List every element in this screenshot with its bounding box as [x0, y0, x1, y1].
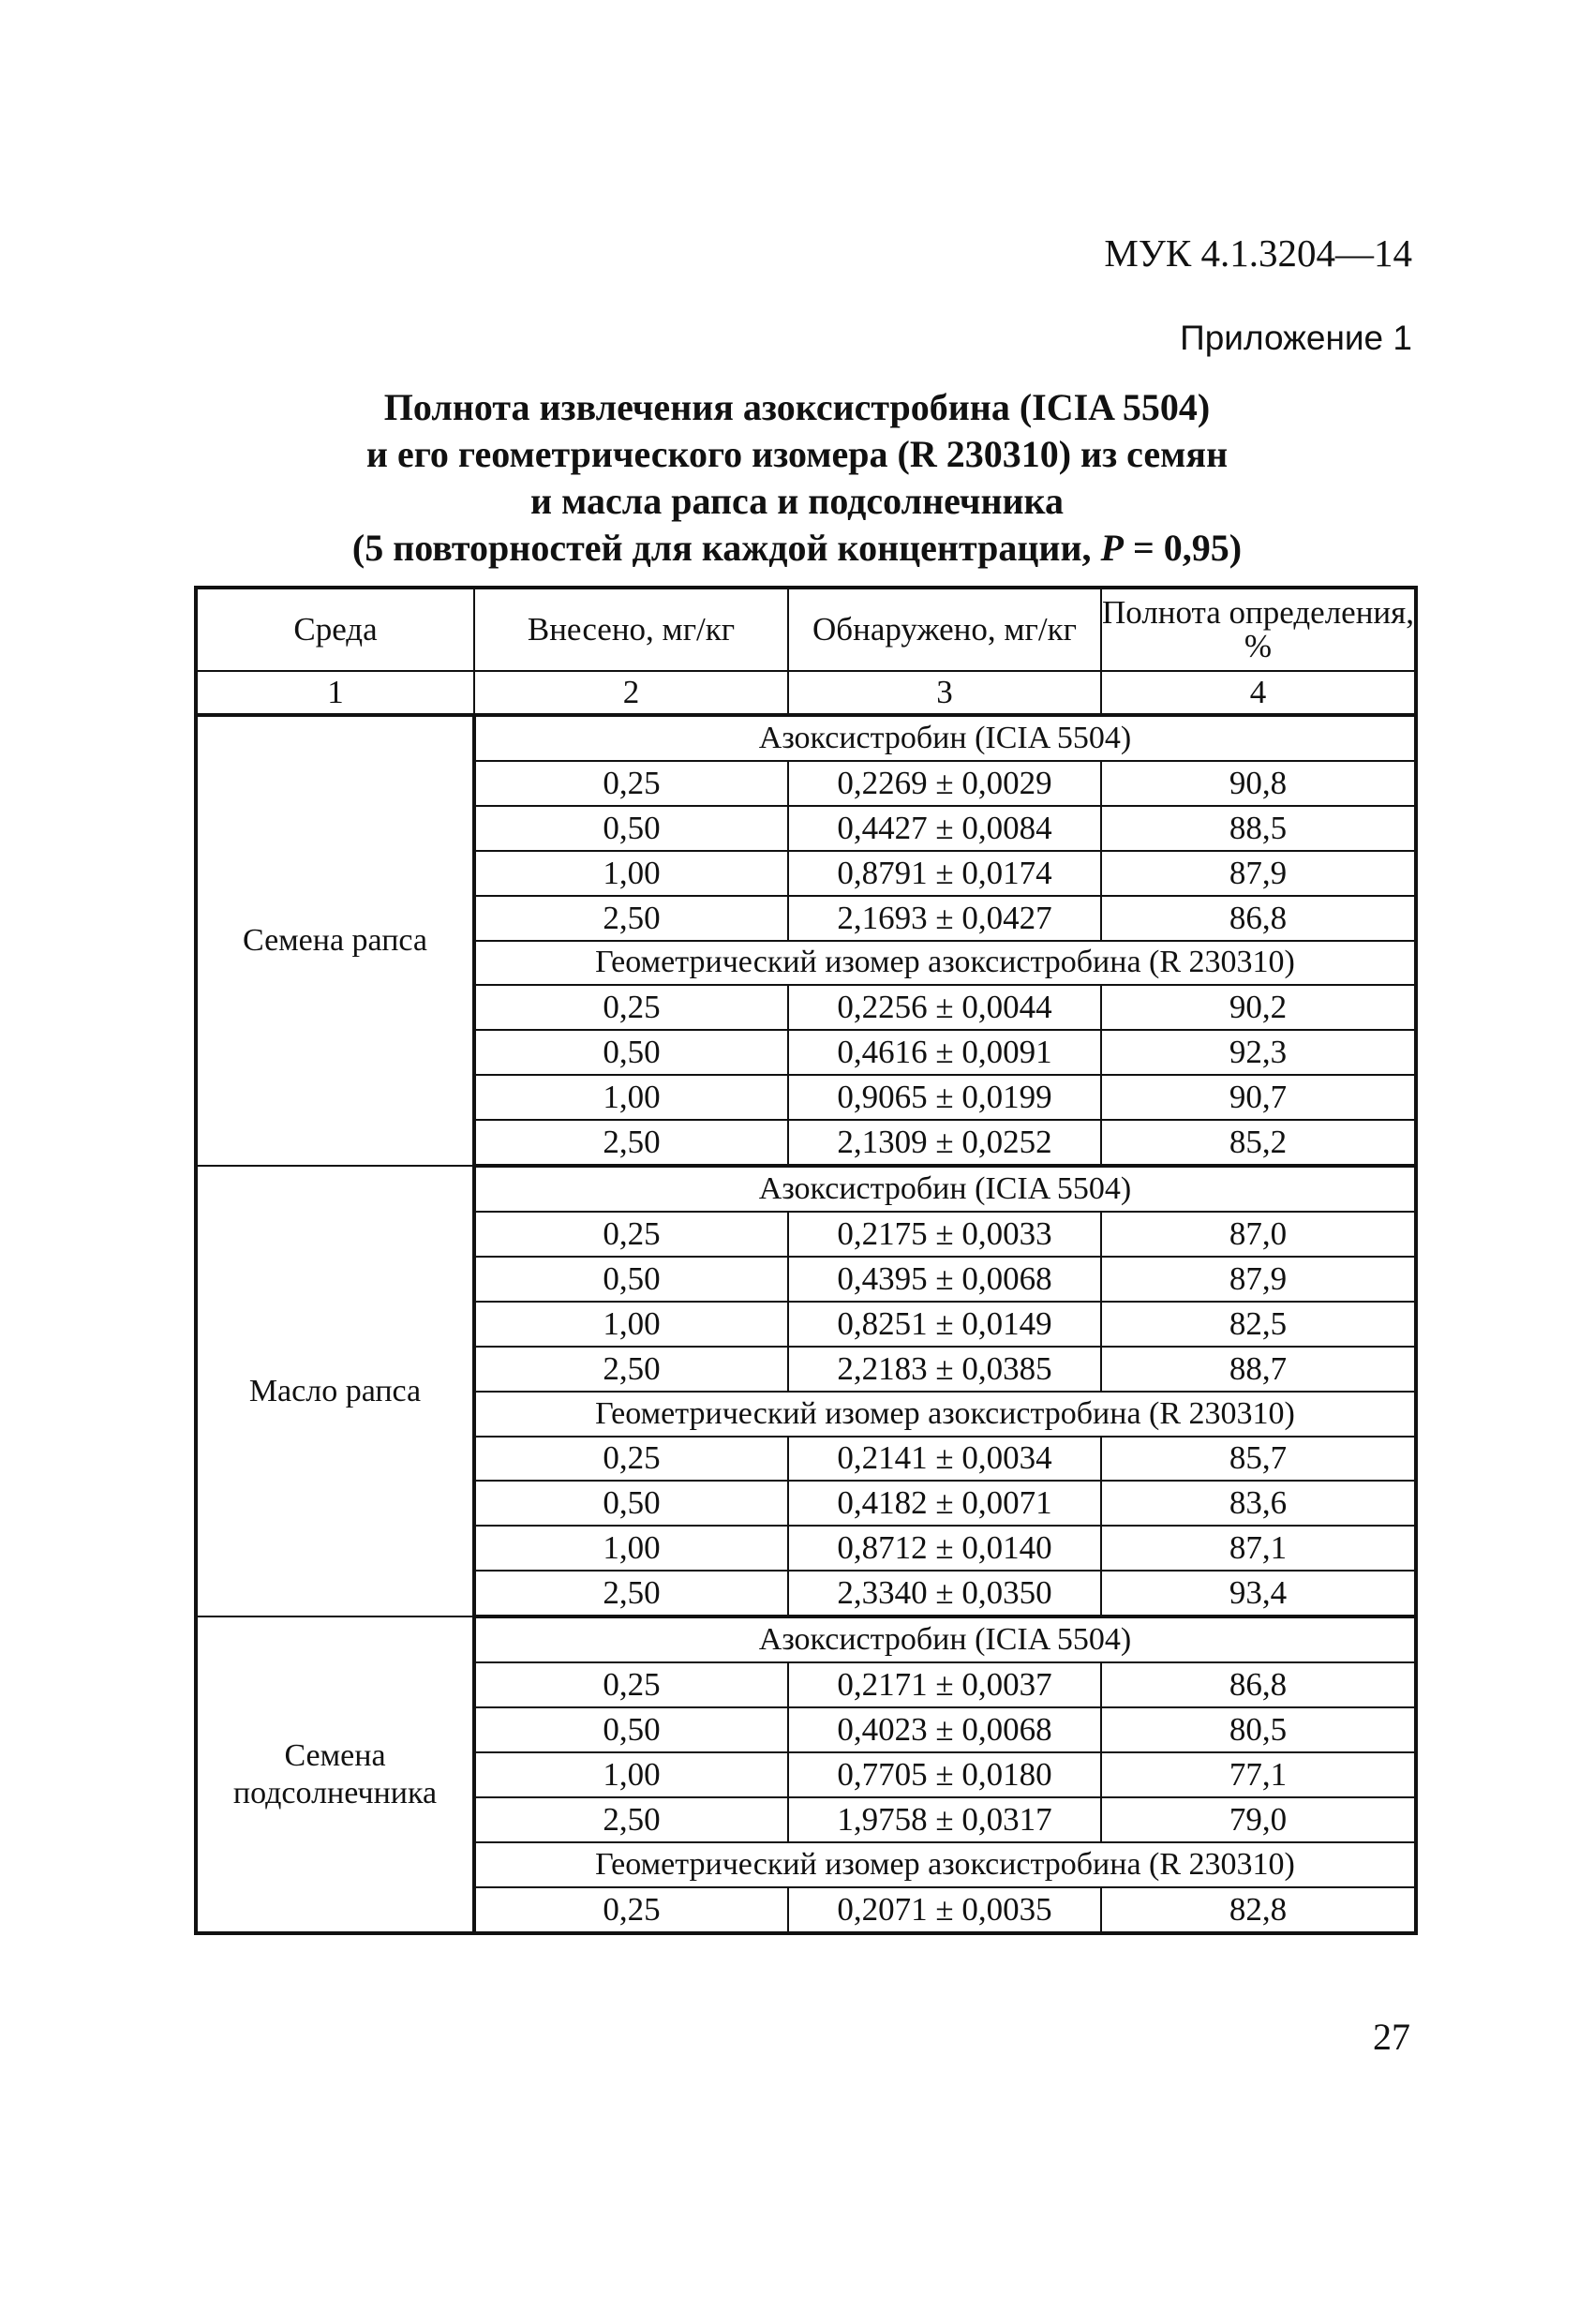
title-p-symbol: P [1100, 527, 1124, 569]
recovery-value: 79,0 [1101, 1797, 1416, 1842]
substance-name: Геометрический изомер азоксистробина (R 230310) [474, 1842, 1416, 1887]
substance-row [196, 1166, 1416, 1212]
substance-name: Азоксистробин (ICIA 5504) [474, 715, 1416, 761]
found-value: 0,9065 ± 0,0199 [788, 1075, 1101, 1120]
recovery-value: 86,8 [1101, 896, 1416, 941]
recovery-value: 93,4 [1101, 1571, 1416, 1616]
added-value: 2,50 [474, 1120, 788, 1166]
found-value: 1,9758 ± 0,0317 [788, 1797, 1101, 1842]
recovery-table [194, 586, 1418, 1935]
table-title [187, 384, 1407, 572]
added-value: 1,00 [474, 1075, 788, 1120]
recovery-value: 88,7 [1101, 1347, 1416, 1392]
substance-name: Геометрический изомер азоксистробина (R 230310) [474, 941, 1416, 986]
added-value: 0,25 [474, 985, 788, 1030]
found-value: 0,8791 ± 0,0174 [788, 851, 1101, 896]
recovery-value: 87,1 [1101, 1526, 1416, 1571]
added-value: 0,50 [474, 806, 788, 851]
recovery-value: 87,9 [1101, 1257, 1416, 1302]
title-line-1: Полнота извлечения азоксистробина (ICIA 5504) [383, 386, 1211, 428]
recovery-value: 85,7 [1101, 1437, 1416, 1482]
added-value: 0,25 [474, 761, 788, 806]
medium-cell: Масло рапса [196, 1166, 474, 1616]
substance-row [196, 1616, 1416, 1662]
column-number: 2 [474, 671, 788, 715]
appendix-label: Приложение 1 [1180, 319, 1412, 357]
added-value: 2,50 [474, 896, 788, 941]
added-value: 0,25 [474, 1437, 788, 1482]
found-value: 2,3340 ± 0,0350 [788, 1571, 1101, 1616]
found-value: 0,2141 ± 0,0034 [788, 1437, 1101, 1482]
column-number-row [196, 671, 1416, 715]
recovery-value: 85,2 [1101, 1120, 1416, 1166]
added-value: 0,25 [474, 1212, 788, 1257]
added-value: 2,50 [474, 1797, 788, 1842]
found-value: 0,4616 ± 0,0091 [788, 1030, 1101, 1075]
medium-cell: Семена рапса [196, 715, 474, 1166]
header-added: Внесено, мг/кг [474, 588, 788, 671]
header-medium: Среда [196, 588, 474, 671]
found-value: 0,8712 ± 0,0140 [788, 1526, 1101, 1571]
found-value: 0,2171 ± 0,0037 [788, 1662, 1101, 1707]
found-value: 0,4023 ± 0,0068 [788, 1707, 1101, 1752]
found-value: 2,2183 ± 0,0385 [788, 1347, 1101, 1392]
page-number: 27 [1373, 2016, 1410, 2058]
added-value: 1,00 [474, 1302, 788, 1347]
substance-name: Азоксистробин (ICIA 5504) [474, 1616, 1416, 1662]
found-value: 0,4395 ± 0,0068 [788, 1257, 1101, 1302]
column-number: 1 [196, 671, 474, 715]
added-value: 2,50 [474, 1347, 788, 1392]
header-recovery: Полнота определения, % [1101, 588, 1416, 671]
found-value: 0,2269 ± 0,0029 [788, 761, 1101, 806]
recovery-value: 86,8 [1101, 1662, 1416, 1707]
recovery-value: 90,2 [1101, 985, 1416, 1030]
recovery-value: 82,5 [1101, 1302, 1416, 1347]
added-value: 1,00 [474, 1752, 788, 1797]
recovery-value: 90,8 [1101, 761, 1416, 806]
found-value: 0,4182 ± 0,0071 [788, 1481, 1101, 1526]
added-value: 0,25 [474, 1662, 788, 1707]
added-value: 1,00 [474, 851, 788, 896]
recovery-value: 83,6 [1101, 1481, 1416, 1526]
found-value: 2,1693 ± 0,0427 [788, 896, 1101, 941]
recovery-value: 77,1 [1101, 1752, 1416, 1797]
title-line-3: и масла рапса и подсолнечника [530, 480, 1064, 522]
column-number: 4 [1101, 671, 1416, 715]
added-value: 0,50 [474, 1257, 788, 1302]
added-value: 0,25 [474, 1887, 788, 1933]
added-value: 0,50 [474, 1481, 788, 1526]
table-header-row [196, 588, 1416, 671]
table-body [196, 715, 1416, 1933]
recovery-value: 90,7 [1101, 1075, 1416, 1120]
added-value: 2,50 [474, 1571, 788, 1616]
found-value: 0,8251 ± 0,0149 [788, 1302, 1101, 1347]
title-line-4-end: = 0,95) [1123, 527, 1243, 569]
found-value: 0,7705 ± 0,0180 [788, 1752, 1101, 1797]
recovery-value: 82,8 [1101, 1887, 1416, 1933]
medium-cell: Семена подсолнечника [196, 1616, 474, 1933]
recovery-value: 87,0 [1101, 1212, 1416, 1257]
recovery-value: 87,9 [1101, 851, 1416, 896]
found-value: 0,4427 ± 0,0084 [788, 806, 1101, 851]
recovery-value: 92,3 [1101, 1030, 1416, 1075]
title-line-2: и его геометрического изомера (R 230310) из семян [365, 433, 1229, 475]
title-line-4 [187, 525, 1407, 572]
recovery-value: 88,5 [1101, 806, 1416, 851]
recovery-value: 80,5 [1101, 1707, 1416, 1752]
header-found: Обнаружено, мг/кг [788, 588, 1101, 671]
found-value: 0,2071 ± 0,0035 [788, 1887, 1101, 1933]
title-line-4-start: (5 повторностей для каждой концентрации, [351, 527, 1101, 569]
found-value: 0,2256 ± 0,0044 [788, 985, 1101, 1030]
added-value: 1,00 [474, 1526, 788, 1571]
document-code: МУК 4.1.3204—14 [1104, 231, 1412, 275]
found-value: 2,1309 ± 0,0252 [788, 1120, 1101, 1166]
found-value: 0,2175 ± 0,0033 [788, 1212, 1101, 1257]
substance-name: Геометрический изомер азоксистробина (R 230310) [474, 1392, 1416, 1437]
substance-name: Азоксистробин (ICIA 5504) [474, 1166, 1416, 1212]
added-value: 0,50 [474, 1707, 788, 1752]
column-number: 3 [788, 671, 1101, 715]
substance-row [196, 715, 1416, 761]
added-value: 0,50 [474, 1030, 788, 1075]
